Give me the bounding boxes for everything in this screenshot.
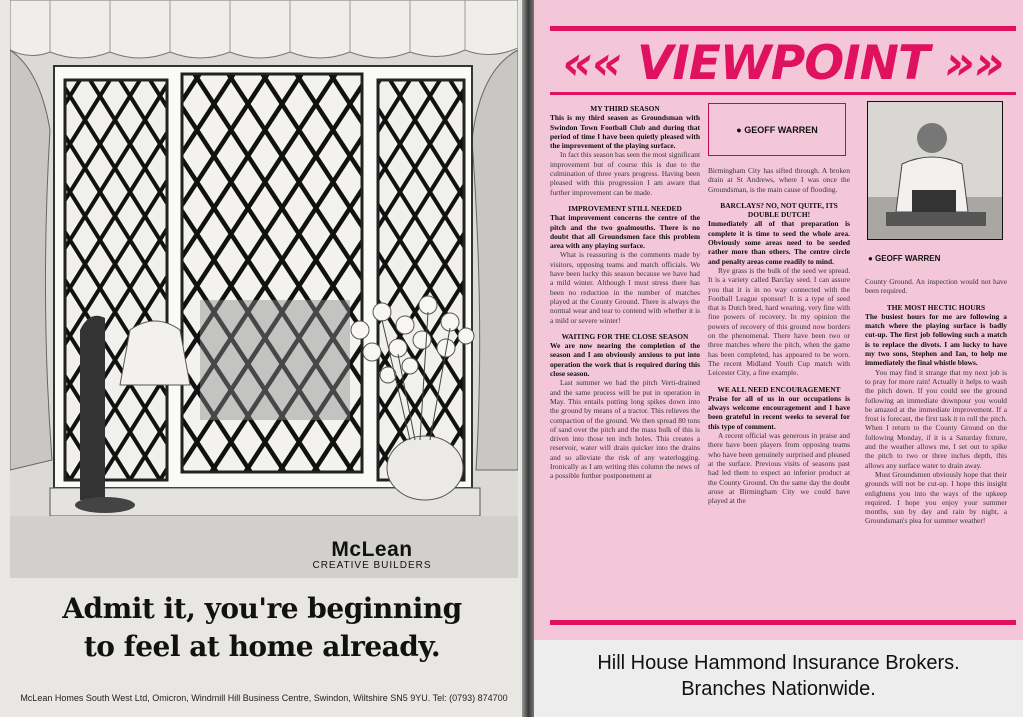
paragraph: County Ground. An inspection would not have been required. <box>865 277 1007 296</box>
column-2 <box>708 166 850 505</box>
bottom-rule <box>550 620 1016 625</box>
insurance-advert <box>534 640 1023 717</box>
ad-headline-line2: to feel at home already. <box>83 630 441 663</box>
heading: IMPROVEMENT STILL NEEDED <box>568 203 682 213</box>
paragraph: Most Groundsmen obviously hope that their grounds will not be cut-up. I hope this insight enlightens you into the ways of the upkeep required. I hope you enjoy your summer months, sun by day and rain by night, a Groundsman's plea for summer weather! <box>865 469 1007 526</box>
ad-headline-line1: Admit it, you're beginning <box>62 592 462 625</box>
window-illustration <box>10 0 518 578</box>
paragraph: You may find it strange that my next job is to pray for more rain! Actually it helps to wash the pitch down. If you could see the ground following an immediate downpour you would be amazed at the immediate improvement. If a frost is forecast, the first task it to roll the pitch. When I return to the County Ground on the following Monday, if it is a Saturday fixture, and the weather allows me, I set out to spike the pitch to two or three inches depth, this allows any surface water to drain away. <box>865 367 1007 470</box>
paragraph: Birmingham City has sifted through. A broken drain at St Andrews, where I was once the Groundsman, is the main cause of flooding. <box>708 166 850 194</box>
column-1 <box>550 104 700 481</box>
heading: BARCLAYS? NO, NOT QUITE, ITS DOUBLE DUTCH! <box>720 200 838 220</box>
paragraph: Rye grass is the bulk of the seed we spread. It is a variety called Barclay seed. I can assure you that it is in no way connected with the Football League sponsor! It is a type of seed that is Dutch bred, hard wearing, very fine with fine powers of recovery. In my opinion the powers of recovery of this ground now borders on the phenomenal. There have been two or three matches where the pitch, when the game has been completed, has appeared to be worn. The recent Midland Youth Cup match with Leicester City, a fine example. <box>708 265 850 378</box>
lead-paragraph: Praise for all of us in our occupations is always welcome encouragement and I have been grateful in recent weeks to several for this type of comment. <box>708 393 850 431</box>
paragraph: What is reassuring is the comments made by visitors, opposing teams and match officials. We have been lucky this season because we have had a mild winter. Although I must stress there has been no reduction in the number of matches played at the County Ground. There is always the normal wear and tear to contend with whether it is a mild or severe winter! <box>550 250 700 325</box>
photo-caption: ● GEOFF WARREN <box>868 254 941 263</box>
lead-paragraph: That improvement concerns the centre of the pitch and the two goalmouths. There is no doubt that all Groundsmen face this problem area with any playing surface. <box>550 213 700 251</box>
brand-tagline: CREATIVE BUILDERS <box>312 560 432 571</box>
column-3 <box>865 277 1007 526</box>
lead-paragraph: This is my third season as Groundsman with Swindon Town Football Club and during that period of time I have been quietly pleased with the improvement of the playing surface. <box>550 113 700 151</box>
viewpoint-page <box>534 0 1023 640</box>
insurance-line2: Branches Nationwide. <box>681 678 876 700</box>
paragraph: In fact this season has seen the most significant improvement but of course this is due to the culmination of three years progress. Having been pleased with this progression I am aware that further improvement can be made. <box>550 150 700 197</box>
lead-paragraph: The busiest hours for me are following a match where the playing surface is badly cut-up. The first job following such a match is to replace the divots. I am lucky to have my two sons, Stephen and Ian, to help me immediately the final whistle blows. <box>865 311 1007 368</box>
paragraph: A recent official was generous in praise and there have been players from opposing teams who have been genuinely surprised and pleased at the surface. Previous visits of seasons past had led them to expect an inferior product at the County Ground. On the same day the doubt arose at Birmingham City we could have played at the <box>708 431 850 506</box>
lead-paragraph: Immediately all of that preparation is complete it is time to seed the whole area. Obviously some areas need to be seeded rather more than others. The centre circle and penalty areas come readily to mind. <box>708 219 850 266</box>
top-rule <box>550 26 1016 31</box>
byline: ● GEOFF WARREN <box>736 124 818 135</box>
ad-footer-address: McLean Homes South West Ltd, Omicron, Windmill Hill Business Centre, Swindon, Wiltshire SN5 9YU. Tel: (0793) 874700 <box>20 693 508 703</box>
photo-drawing <box>868 102 1003 240</box>
leaded-window-drawing <box>10 0 518 578</box>
insurance-line1: Hill House Hammond Insurance Brokers. <box>597 652 960 674</box>
heading: WE ALL NEED ENCOURAGEMENT <box>717 384 841 394</box>
viewpoint-title: «« VIEWPOINT »» <box>562 36 1004 91</box>
title-rule <box>550 92 1016 95</box>
groundsman-photo <box>867 101 1003 240</box>
lead-paragraph: We are now nearing the completion of the season and I am obviously anxious to put into operation the work that is required during this close season. <box>550 341 700 379</box>
heading: THE MOST HECTIC HOURS <box>886 302 986 312</box>
heading: MY THIRD SEASON <box>590 104 660 113</box>
mclean-logo <box>312 538 432 571</box>
heading: WAITING FOR THE CLOSE SEASON <box>561 331 689 341</box>
brand-name: McLean <box>331 538 413 561</box>
paragraph: Last summer we had the pitch Verti-drained and the same process will be put in operation in May. This entails putting long spikes down into the ground by means of a tractor. This relieves the compaction of the ground. We then spread 80 tons of sand over the pitch and the mass bulk of this is driven into those ten inch holes. This creates a reservoir, water will drain quicker into the drains and so alleviate the risk of any waterlogging. Ironically as I am writing this column the news of a possible further postponement at <box>550 378 700 481</box>
ad-headline <box>12 590 512 666</box>
byline-box <box>708 103 846 156</box>
